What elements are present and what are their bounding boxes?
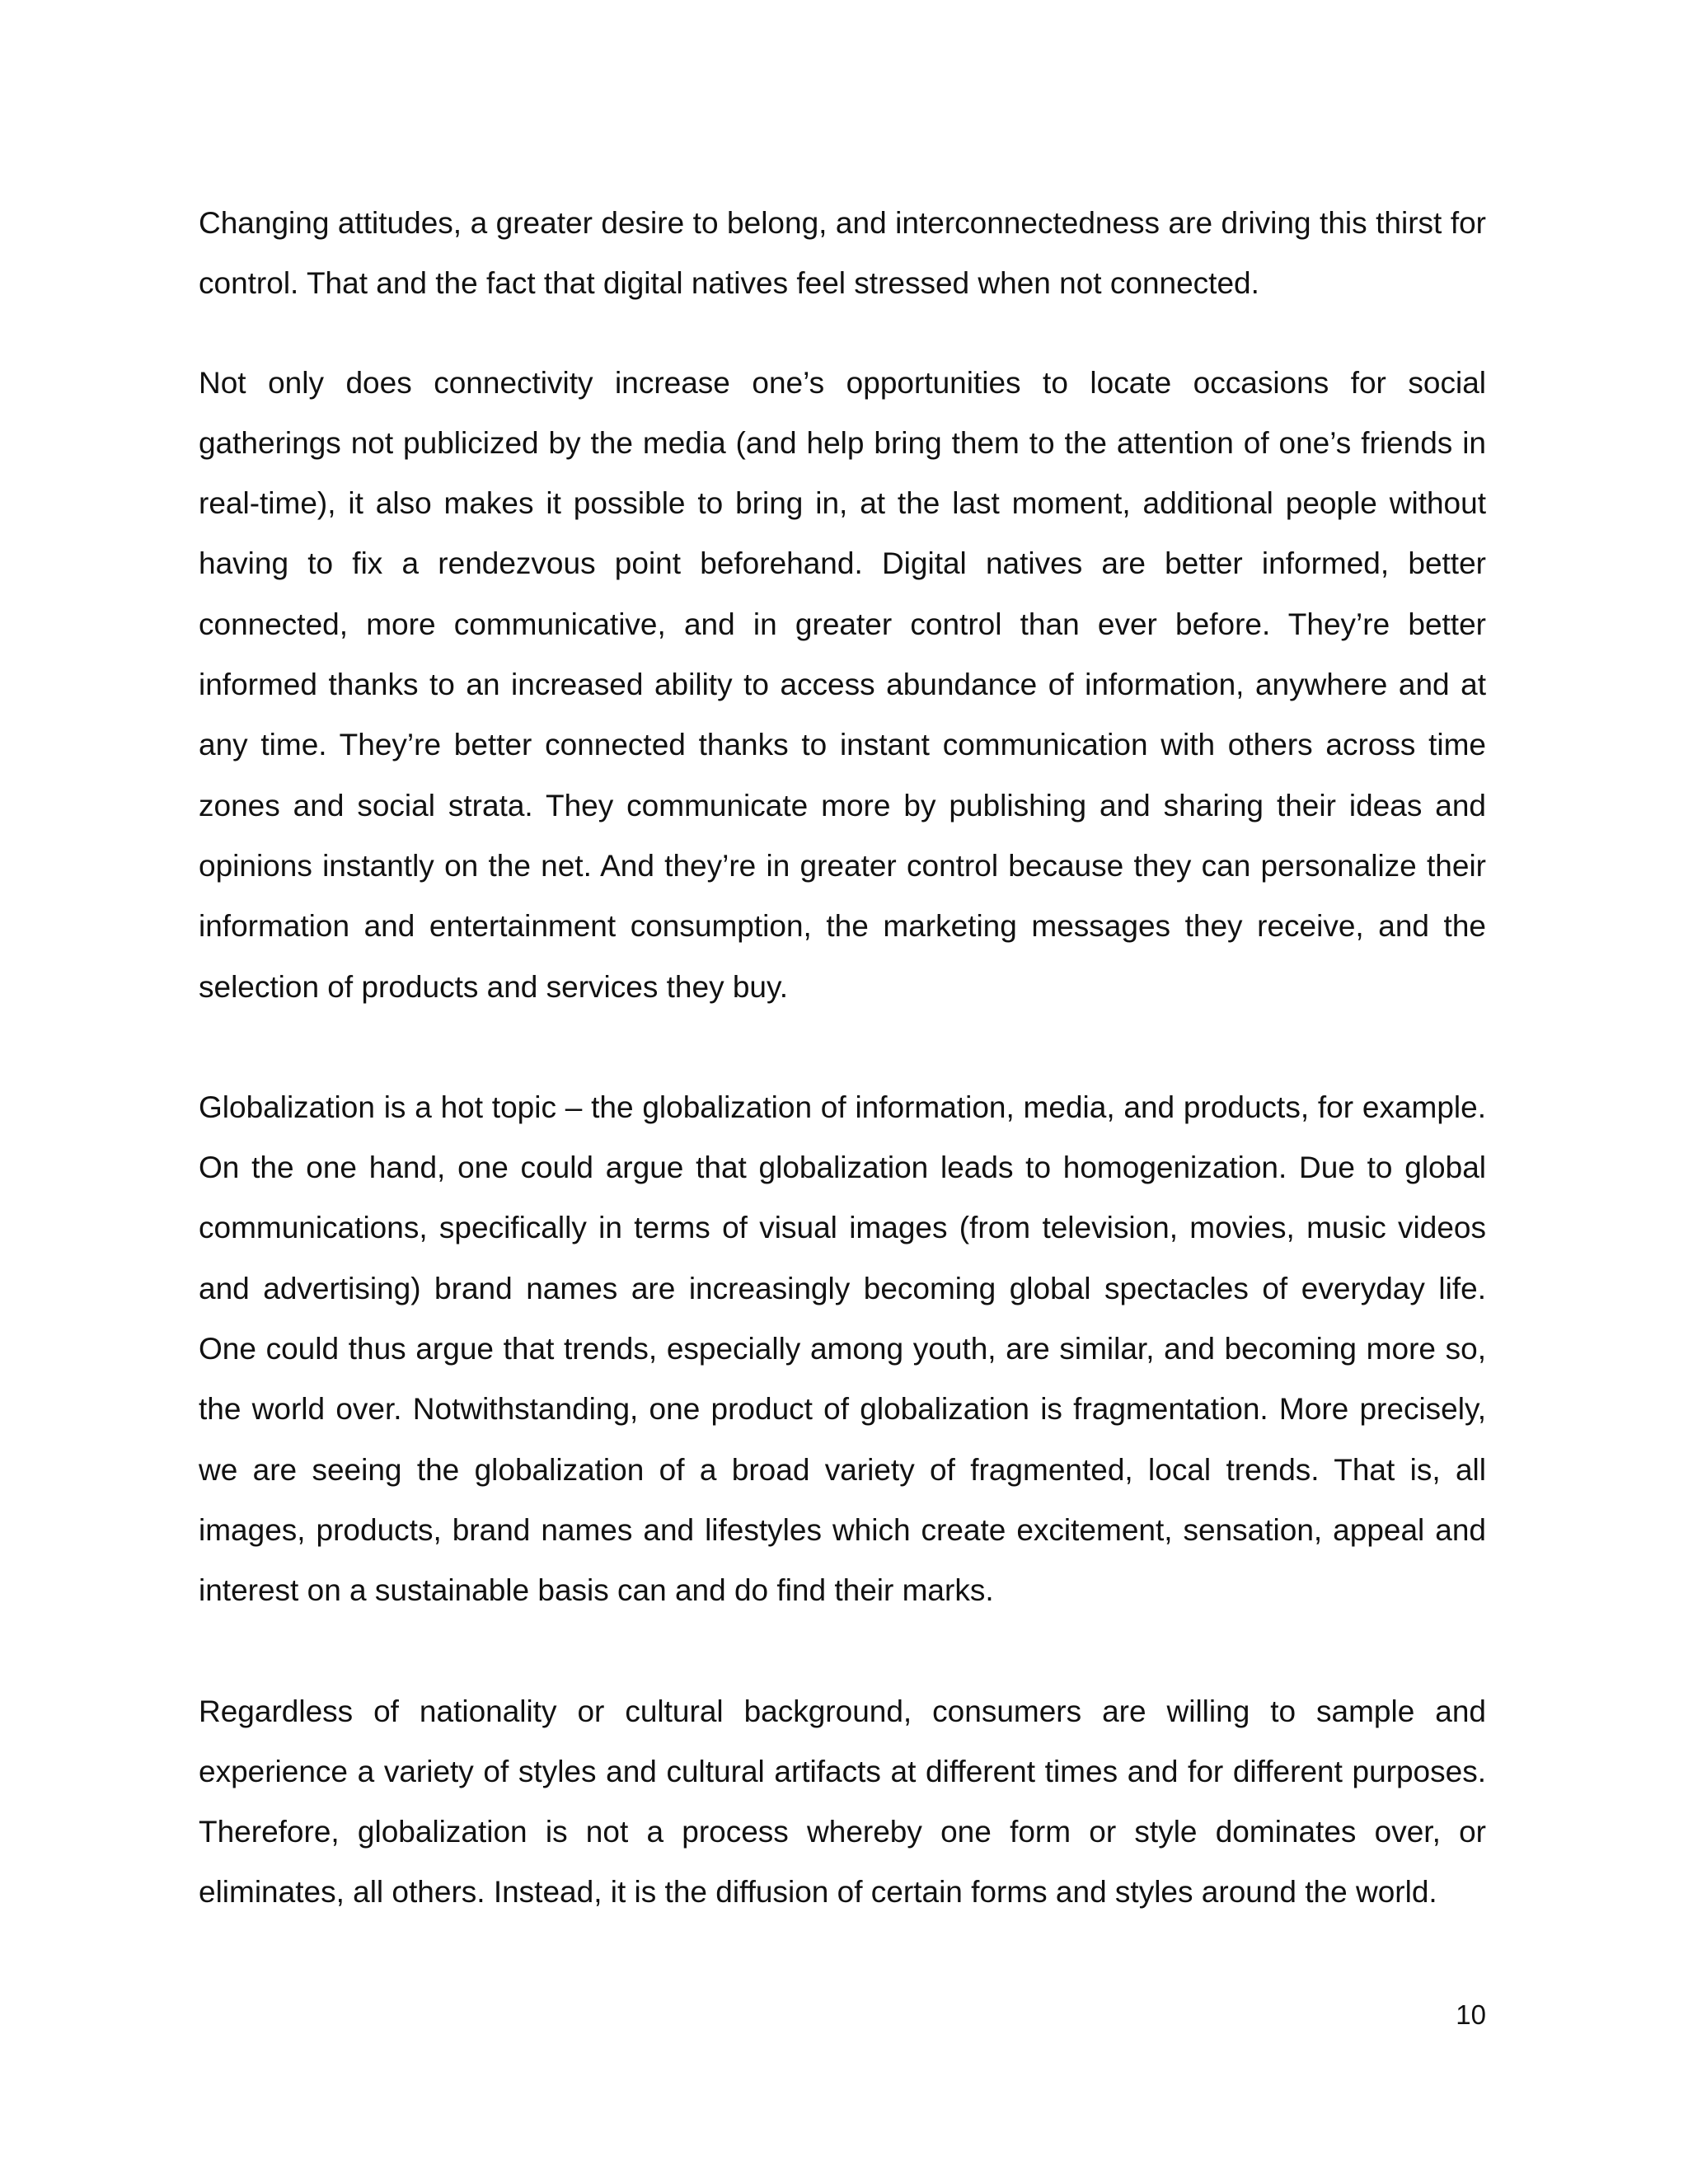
paragraph-connectivity-intro: Changing attitudes, a greater desire to belong, and interconnectedness are driving this thirst for control. That and the fact that digital natives feel stressed when not connected. [199,206,1486,301]
page-body [199,193,1486,1923]
paragraph-gap [199,1017,1486,1077]
paragraph-digital-natives: Not only does connectivity increase one’s opportunities to locate occasions for social gatherings not publicized by the media (and help bring them to the attention of one’s friends in real-time), it also makes it possible to bring in, at the last moment, additional people without having to fix a rendezvous point beforehand. Digital natives are better informed, better connected, more communicative, and in greater control than ever before. They’re better informed thanks to an increased ability to access abundance of information, anywhere and at any time. They’re better connected thanks to instant communication with others across time zones and social strata. They communicate more by publishing and sharing their ideas and opinions instantly on the net. And they’re in greater control because they can personalize their information and entertainment consumption, the marketing messages they receive, and the selection of products and services they buy. [199,365,1486,1004]
page-number: 10 [1456,1999,1486,2030]
paragraph-globalization: Globalization is a hot topic – the globalization of information, media, and products, for example. On the one hand, one could argue that globalization leads to homogenization. Due to global communications, specifically in terms of visual images (from television, movies, music videos and advertising) brand names are increasingly becoming global spectacles of everyday life. One could thus argue that trends, especially among youth, are similar, and becoming more so, the world over. Notwithstanding, one product of globalization is fragmentation. More precisely, we are seeing the globalization of a broad variety of fragmented, local trends. That is, all images, products, brand names and lifestyles which create excitement, sensation, appeal and interest on a sustainable basis can and do find their marks. [199,1090,1486,1608]
paragraph-gap [199,1621,1486,1681]
paragraph-gap [199,314,1486,353]
paragraph-cultural-diffusion: Regardless of nationality or cultural background, consumers are willing to sample and experience a variety of styles and cultural artifacts at different times and for different purposes. Therefore, globalization is not a process whereby one form or style dominates over, or eliminates, all others. Instead, it is the diffusion of certain forms and styles around the world. [199,1694,1486,1910]
